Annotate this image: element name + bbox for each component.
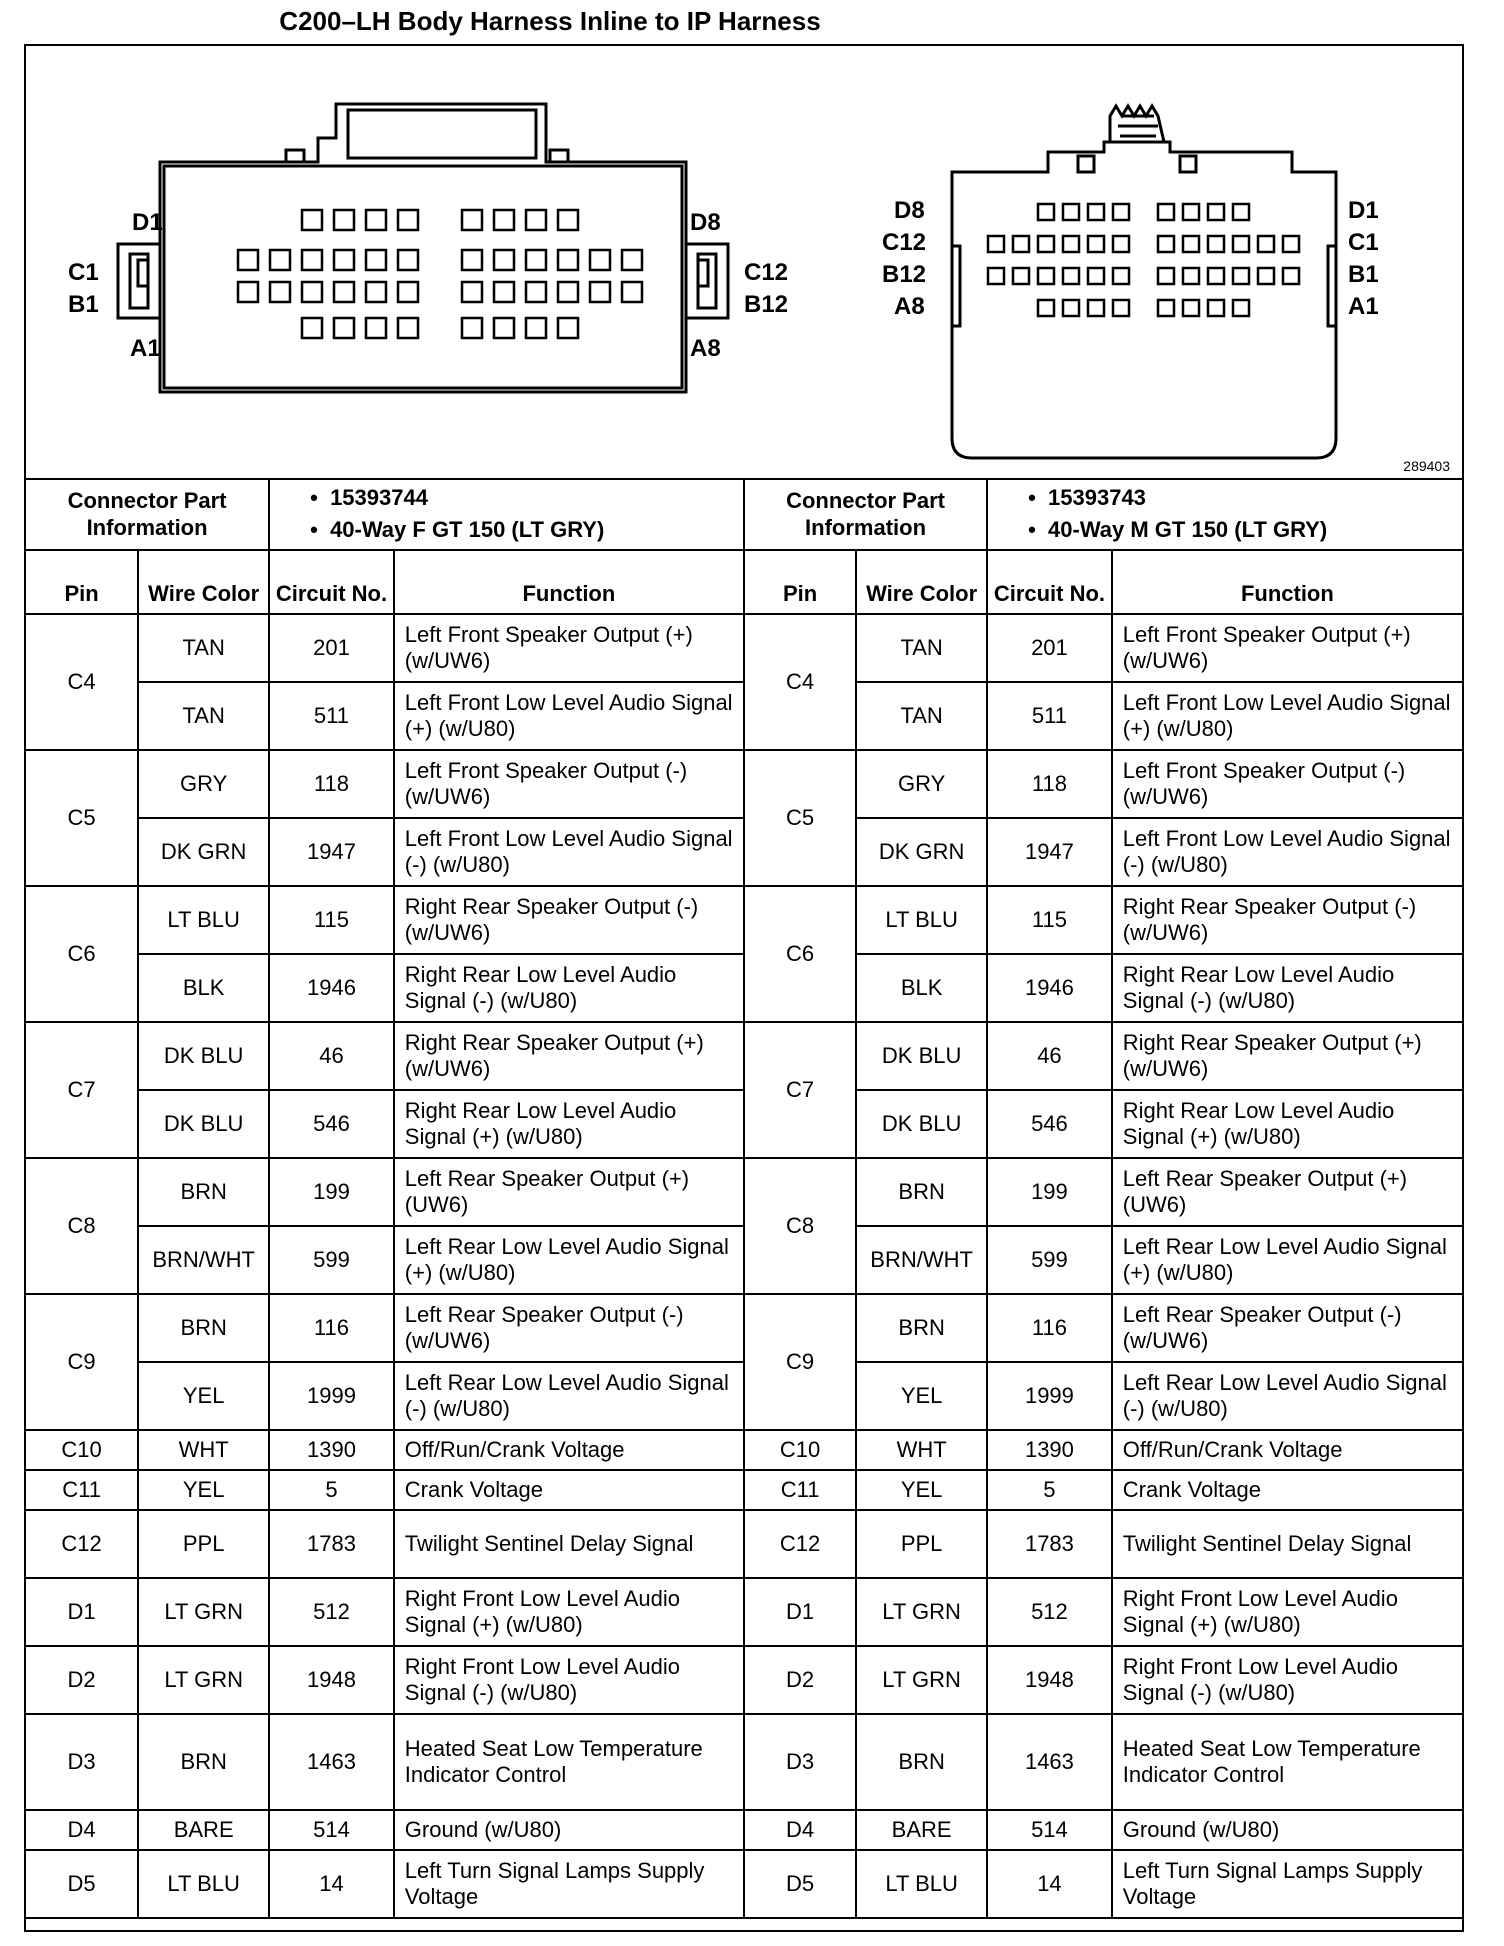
left-wire-color-cell: LT GRN [138, 1578, 269, 1646]
right-wire-color-cell: BRN [856, 1714, 987, 1810]
right-wire-color-cell: BLK [856, 954, 987, 1022]
right-wire-color-cell: BRN/WHT [856, 1226, 987, 1294]
left-label-b12: B12 [744, 291, 789, 318]
right-circuit-cell: 1948 [987, 1646, 1112, 1714]
left-wire-color-cell: BLK [138, 954, 269, 1022]
cavity [1283, 268, 1299, 284]
right-pin-cell: C9 [744, 1294, 856, 1430]
cavity [334, 318, 354, 338]
right-function-cell: Heated Seat Low Temperature Indicator Control [1112, 1714, 1462, 1810]
left-label-b1: B1 [68, 291, 99, 318]
left-pin-cell: C8 [26, 1158, 138, 1294]
table-row [26, 1470, 1462, 1510]
right-connector-cavities [988, 204, 1299, 316]
left-wire-color-cell: BARE [138, 1810, 269, 1850]
cavity [1183, 300, 1199, 316]
right-function-cell: Left Turn Signal Lamps Supply Voltage [1112, 1850, 1462, 1918]
cavity [494, 210, 514, 230]
right-label-c1: C1 [1348, 229, 1379, 256]
left-pin-cell: D4 [26, 1810, 138, 1850]
left-connector-face [118, 104, 728, 392]
right-circuit-cell: 46 [987, 1022, 1112, 1090]
header-function: Function [394, 550, 744, 614]
right-function-cell: Right Rear Low Level Audio Signal (-) (w/U80) [1112, 954, 1462, 1022]
right-circuit-cell: 14 [987, 1850, 1112, 1918]
cavity [1258, 268, 1274, 284]
cavity [558, 210, 578, 230]
left-circuit-cell: 1948 [269, 1646, 394, 1714]
left-circuit-cell: 512 [269, 1578, 394, 1646]
left-function-cell: Left Turn Signal Lamps Supply Voltage [394, 1850, 744, 1918]
cavity [494, 282, 514, 302]
cavity [1233, 300, 1249, 316]
right-label-a8: A8 [894, 293, 925, 320]
cavity [1258, 236, 1274, 252]
right-function-cell: Right Rear Low Level Audio Signal (+) (w/U80) [1112, 1090, 1462, 1158]
right-label-c12: C12 [882, 229, 927, 256]
right-circuit-cell: 1999 [987, 1362, 1112, 1430]
right-circuit-cell: 118 [987, 750, 1112, 818]
right-pin-cell: D5 [744, 1850, 856, 1918]
cavity [334, 250, 354, 270]
left-label-d1: D1 [132, 209, 163, 236]
right-function-cell: Left Front Speaker Output (+) (w/UW6) [1112, 614, 1462, 682]
left-function-cell: Right Rear Speaker Output (-) (w/UW6) [394, 886, 744, 954]
left-pin-cell: C9 [26, 1294, 138, 1430]
left-function-cell: Left Rear Low Level Audio Signal (-) (w/U80) [394, 1362, 744, 1430]
left-wire-color-cell: BRN [138, 1158, 269, 1226]
cavity [366, 250, 386, 270]
right-circuit-cell: 1463 [987, 1714, 1112, 1810]
right-function-cell: Ground (w/U80) [1112, 1810, 1462, 1850]
left-wire-color-cell: BRN/WHT [138, 1226, 269, 1294]
right-pin-cell: C7 [744, 1022, 856, 1158]
cavity [238, 282, 258, 302]
right-wire-color-cell: LT GRN [856, 1578, 987, 1646]
connector-info-row [26, 478, 1462, 550]
cavity [1038, 268, 1054, 284]
left-circuit-cell: 1947 [269, 818, 394, 886]
right-wire-color-cell: WHT [856, 1430, 987, 1470]
cavity [1063, 268, 1079, 284]
right-pin-cell: D3 [744, 1714, 856, 1810]
cavity [462, 318, 482, 338]
right-circuit-cell: 115 [987, 886, 1112, 954]
left-function-cell: Ground (w/U80) [394, 1810, 744, 1850]
cavity [1063, 236, 1079, 252]
right-pin-cell: D1 [744, 1578, 856, 1646]
left-function-cell: Left Rear Speaker Output (-) (w/UW6) [394, 1294, 744, 1362]
right-wire-color-cell: BRN [856, 1294, 987, 1362]
cavity [1038, 236, 1054, 252]
right-part-desc: 40-Way M GT 150 (LT GRY) [1048, 516, 1328, 542]
left-circuit-cell: 1946 [269, 954, 394, 1022]
left-circuit-cell: 599 [269, 1226, 394, 1294]
left-function-cell: Left Front Speaker Output (+) (w/UW6) [394, 614, 744, 682]
left-part-info: • 15393744 • 40-Way F GT 150 (LT GRY) [269, 478, 744, 550]
cavity [398, 282, 418, 302]
table-row [26, 1510, 1462, 1578]
header-circuit: Circuit No. [987, 550, 1112, 614]
right-function-cell: Left Rear Low Level Audio Signal (+) (w/U80) [1112, 1226, 1462, 1294]
right-circuit-cell: 512 [987, 1578, 1112, 1646]
right-wire-color-cell: GRY [856, 750, 987, 818]
cavity [1013, 236, 1029, 252]
table-row [26, 750, 1462, 818]
table-row [26, 1850, 1462, 1918]
cavity [526, 250, 546, 270]
right-wire-color-cell: LT GRN [856, 1646, 987, 1714]
cavity [494, 318, 514, 338]
cavity [526, 282, 546, 302]
cavity [1208, 204, 1224, 220]
cavity [988, 268, 1004, 284]
cavity [462, 210, 482, 230]
right-circuit-cell: 116 [987, 1294, 1112, 1362]
left-info-label: Connector Part Information [26, 478, 269, 550]
header-wire-color: Wire Color [138, 550, 269, 614]
cavity [238, 250, 258, 270]
table-row [26, 1022, 1462, 1090]
right-circuit-cell: 546 [987, 1090, 1112, 1158]
left-pin-cell: C10 [26, 1430, 138, 1470]
left-wire-color-cell: DK GRN [138, 818, 269, 886]
right-wire-color-cell: YEL [856, 1470, 987, 1510]
right-pin-cell: D4 [744, 1810, 856, 1850]
right-wire-color-cell: LT BLU [856, 1850, 987, 1918]
left-function-cell: Left Front Low Level Audio Signal (+) (w/U80) [394, 682, 744, 750]
right-circuit-cell: 5 [987, 1470, 1112, 1510]
header-circuit: Circuit No. [269, 550, 394, 614]
left-wire-color-cell: BRN [138, 1714, 269, 1810]
left-function-cell: Off/Run/Crank Voltage [394, 1430, 744, 1470]
right-circuit-cell: 201 [987, 614, 1112, 682]
left-circuit-cell: 1463 [269, 1714, 394, 1810]
right-circuit-cell: 511 [987, 682, 1112, 750]
cavity [1208, 236, 1224, 252]
cavity [1158, 268, 1174, 284]
right-info-label: Connector Part Information [744, 478, 987, 550]
cavity [366, 282, 386, 302]
left-circuit-cell: 5 [269, 1470, 394, 1510]
table-row [26, 1294, 1462, 1362]
cavity [1063, 300, 1079, 316]
right-label-b1: B1 [1348, 261, 1379, 288]
left-circuit-cell: 1999 [269, 1362, 394, 1430]
left-function-cell: Right Front Low Level Audio Signal (-) (w/U80) [394, 1646, 744, 1714]
connector-face-drawing [26, 46, 1462, 476]
right-wire-color-cell: DK GRN [856, 818, 987, 886]
left-part-number: 15393744 [330, 484, 428, 510]
left-wire-color-cell: DK BLU [138, 1090, 269, 1158]
right-pin-cell: C11 [744, 1470, 856, 1510]
table-row [26, 1578, 1462, 1646]
left-connector-cavities [238, 210, 642, 338]
left-wire-color-cell: WHT [138, 1430, 269, 1470]
figure-id: 289403 [1403, 458, 1450, 474]
left-pin-cell: D1 [26, 1578, 138, 1646]
right-label-a1: A1 [1348, 293, 1379, 320]
right-wire-color-cell: PPL [856, 1510, 987, 1578]
left-function-cell: Twilight Sentinel Delay Signal [394, 1510, 744, 1578]
left-part-desc: 40-Way F GT 150 (LT GRY) [330, 516, 605, 542]
left-pin-cell: C7 [26, 1022, 138, 1158]
cavity [1038, 204, 1054, 220]
left-label-c12: C12 [744, 259, 789, 286]
left-wire-color-cell: BRN [138, 1294, 269, 1362]
left-wire-color-cell: GRY [138, 750, 269, 818]
right-pin-cell: C12 [744, 1510, 856, 1578]
right-function-cell: Right Front Low Level Audio Signal (+) (w/U80) [1112, 1578, 1462, 1646]
right-label-d8: D8 [894, 197, 925, 224]
right-wire-color-cell: BRN [856, 1158, 987, 1226]
right-pin-cell: C10 [744, 1430, 856, 1470]
left-label-c1: C1 [68, 259, 99, 286]
right-wire-color-cell: YEL [856, 1362, 987, 1430]
left-circuit-cell: 116 [269, 1294, 394, 1362]
left-label-d8: D8 [690, 209, 721, 236]
cavity [398, 210, 418, 230]
cavity [1158, 300, 1174, 316]
left-circuit-cell: 199 [269, 1158, 394, 1226]
cavity [270, 250, 290, 270]
cavity [1088, 300, 1104, 316]
left-function-cell: Right Front Low Level Audio Signal (+) (w/U80) [394, 1578, 744, 1646]
table-row [26, 1810, 1462, 1850]
cavity [1158, 236, 1174, 252]
right-pin-cell: C4 [744, 614, 856, 750]
left-pin-cell: C5 [26, 750, 138, 886]
table-row [26, 614, 1462, 682]
header-function: Function [1112, 550, 1462, 614]
right-pin-cell: D2 [744, 1646, 856, 1714]
right-circuit-cell: 599 [987, 1226, 1112, 1294]
cavity [590, 250, 610, 270]
right-pin-cell: C6 [744, 886, 856, 1022]
cavity [1233, 204, 1249, 220]
left-wire-color-cell: PPL [138, 1510, 269, 1578]
left-function-cell: Left Front Speaker Output (-)(w/UW6) [394, 750, 744, 818]
right-wire-color-cell: DK BLU [856, 1022, 987, 1090]
right-pin-cell: C8 [744, 1158, 856, 1294]
left-function-cell: Right Rear Low Level Audio Signal (-) (w/U80) [394, 954, 744, 1022]
right-function-cell: Off/Run/Crank Voltage [1112, 1430, 1462, 1470]
cavity [1013, 268, 1029, 284]
left-pin-cell: D5 [26, 1850, 138, 1918]
right-function-cell: Right Rear Speaker Output (+) (w/UW6) [1112, 1022, 1462, 1090]
left-wire-color-cell: YEL [138, 1470, 269, 1510]
right-circuit-cell: 1947 [987, 818, 1112, 886]
left-circuit-cell: 201 [269, 614, 394, 682]
right-circuit-cell: 1390 [987, 1430, 1112, 1470]
page-title: C200–LH Body Harness Inline to IP Harness [279, 6, 821, 36]
left-wire-color-cell: LT BLU [138, 886, 269, 954]
left-circuit-cell: 46 [269, 1022, 394, 1090]
cavity [1233, 236, 1249, 252]
table-row [26, 1430, 1462, 1470]
right-function-cell: Right Front Low Level Audio Signal (-) (w/U80) [1112, 1646, 1462, 1714]
right-circuit-cell: 199 [987, 1158, 1112, 1226]
left-function-cell: Left Front Low Level Audio Signal (-) (w/U80) [394, 818, 744, 886]
right-function-cell: Right Rear Speaker Output (-) (w/UW6) [1112, 886, 1462, 954]
left-pin-cell: C12 [26, 1510, 138, 1578]
cavity [1183, 236, 1199, 252]
left-wire-color-cell: LT BLU [138, 1850, 269, 1918]
cavity [622, 250, 642, 270]
left-pin-cell: D3 [26, 1714, 138, 1810]
connector-sheet [24, 44, 1464, 1932]
cavity [398, 250, 418, 270]
left-function-cell: Right Rear Speaker Output (+) (w/UW6) [394, 1022, 744, 1090]
left-pin-cell: D2 [26, 1646, 138, 1714]
cavity [1113, 268, 1129, 284]
left-wire-color-cell: LT GRN [138, 1646, 269, 1714]
right-label-b12: B12 [882, 261, 927, 288]
left-wire-color-cell: TAN [138, 614, 269, 682]
cavity [1113, 236, 1129, 252]
header-pin: Pin [744, 550, 856, 614]
cavity [1183, 204, 1199, 220]
cavity [302, 318, 322, 338]
cavity [366, 210, 386, 230]
left-circuit-cell: 514 [269, 1810, 394, 1850]
left-wire-color-cell: TAN [138, 682, 269, 750]
right-connector-face [952, 106, 1336, 458]
left-function-cell: Heated Seat Low Temperature Indicator Control [394, 1714, 744, 1810]
left-wire-color-cell: YEL [138, 1362, 269, 1430]
cavity [1208, 300, 1224, 316]
cavity [526, 318, 546, 338]
right-circuit-cell: 1946 [987, 954, 1112, 1022]
left-circuit-cell: 1390 [269, 1430, 394, 1470]
cavity [1283, 236, 1299, 252]
right-function-cell: Twilight Sentinel Delay Signal [1112, 1510, 1462, 1578]
cavity [398, 318, 418, 338]
left-pin-cell: C4 [26, 614, 138, 750]
cavity [334, 210, 354, 230]
cavity [494, 250, 514, 270]
cavity [1088, 268, 1104, 284]
header-wire-color: Wire Color [856, 550, 987, 614]
cavity [526, 210, 546, 230]
left-function-cell: Left Rear Low Level Audio Signal (+) (w/U80) [394, 1226, 744, 1294]
cavity [462, 282, 482, 302]
left-function-cell: Crank Voltage [394, 1470, 744, 1510]
left-circuit-cell: 511 [269, 682, 394, 750]
cavity [1113, 300, 1129, 316]
right-part-info: • 15393743 • 40-Way M GT 150 (LT GRY) [987, 478, 1462, 550]
cavity [1158, 204, 1174, 220]
cavity [1233, 268, 1249, 284]
cavity [1038, 300, 1054, 316]
table-row [26, 1158, 1462, 1226]
cavity [1088, 204, 1104, 220]
header-row [26, 550, 1462, 614]
cavity [302, 250, 322, 270]
pinout-table [26, 478, 1462, 1919]
left-circuit-cell: 115 [269, 886, 394, 954]
cavity [558, 282, 578, 302]
right-circuit-cell: 1783 [987, 1510, 1112, 1578]
table-row [26, 1646, 1462, 1714]
header-pin: Pin [26, 550, 138, 614]
cavity [366, 318, 386, 338]
cavity [1208, 268, 1224, 284]
cavity [462, 250, 482, 270]
right-label-d1: D1 [1348, 197, 1379, 224]
connector-diagram [26, 46, 1462, 480]
cavity [622, 282, 642, 302]
right-function-cell: Left Front Speaker Output (-)(w/UW6) [1112, 750, 1462, 818]
right-wire-color-cell: BARE [856, 1810, 987, 1850]
right-wire-color-cell: TAN [856, 614, 987, 682]
right-wire-color-cell: TAN [856, 682, 987, 750]
left-pin-cell: C6 [26, 886, 138, 1022]
right-function-cell: Left Front Low Level Audio Signal (-) (w/U80) [1112, 818, 1462, 886]
left-pin-cell: C11 [26, 1470, 138, 1510]
cavity [1088, 236, 1104, 252]
right-circuit-cell: 514 [987, 1810, 1112, 1850]
left-circuit-cell: 1783 [269, 1510, 394, 1578]
right-part-number: 15393743 [1048, 484, 1146, 510]
left-wire-color-cell: DK BLU [138, 1022, 269, 1090]
cavity [1183, 268, 1199, 284]
cavity [988, 236, 1004, 252]
right-function-cell: Left Front Low Level Audio Signal (+) (w/U80) [1112, 682, 1462, 750]
cavity [590, 282, 610, 302]
left-function-cell: Right Rear Low Level Audio Signal (+) (w/U80) [394, 1090, 744, 1158]
cavity [558, 250, 578, 270]
left-function-cell: Left Rear Speaker Output (+) (UW6) [394, 1158, 744, 1226]
cavity [270, 282, 290, 302]
right-function-cell: Left Rear Low Level Audio Signal (-) (w/U80) [1112, 1362, 1462, 1430]
left-circuit-cell: 14 [269, 1850, 394, 1918]
right-pin-cell: C5 [744, 750, 856, 886]
right-function-cell: Left Rear Speaker Output (+) (UW6) [1112, 1158, 1462, 1226]
right-wire-color-cell: LT BLU [856, 886, 987, 954]
cavity [1063, 204, 1079, 220]
cavity [558, 318, 578, 338]
left-circuit-cell: 546 [269, 1090, 394, 1158]
left-circuit-cell: 118 [269, 750, 394, 818]
cavity [302, 210, 322, 230]
right-function-cell: Left Rear Speaker Output (-) (w/UW6) [1112, 1294, 1462, 1362]
table-row [26, 886, 1462, 954]
cavity [1113, 204, 1129, 220]
cavity [302, 282, 322, 302]
table-row [26, 1714, 1462, 1810]
right-wire-color-cell: DK BLU [856, 1090, 987, 1158]
left-label-a1: A1 [130, 335, 161, 362]
left-label-a8: A8 [690, 335, 721, 362]
right-function-cell: Crank Voltage [1112, 1470, 1462, 1510]
cavity [334, 282, 354, 302]
